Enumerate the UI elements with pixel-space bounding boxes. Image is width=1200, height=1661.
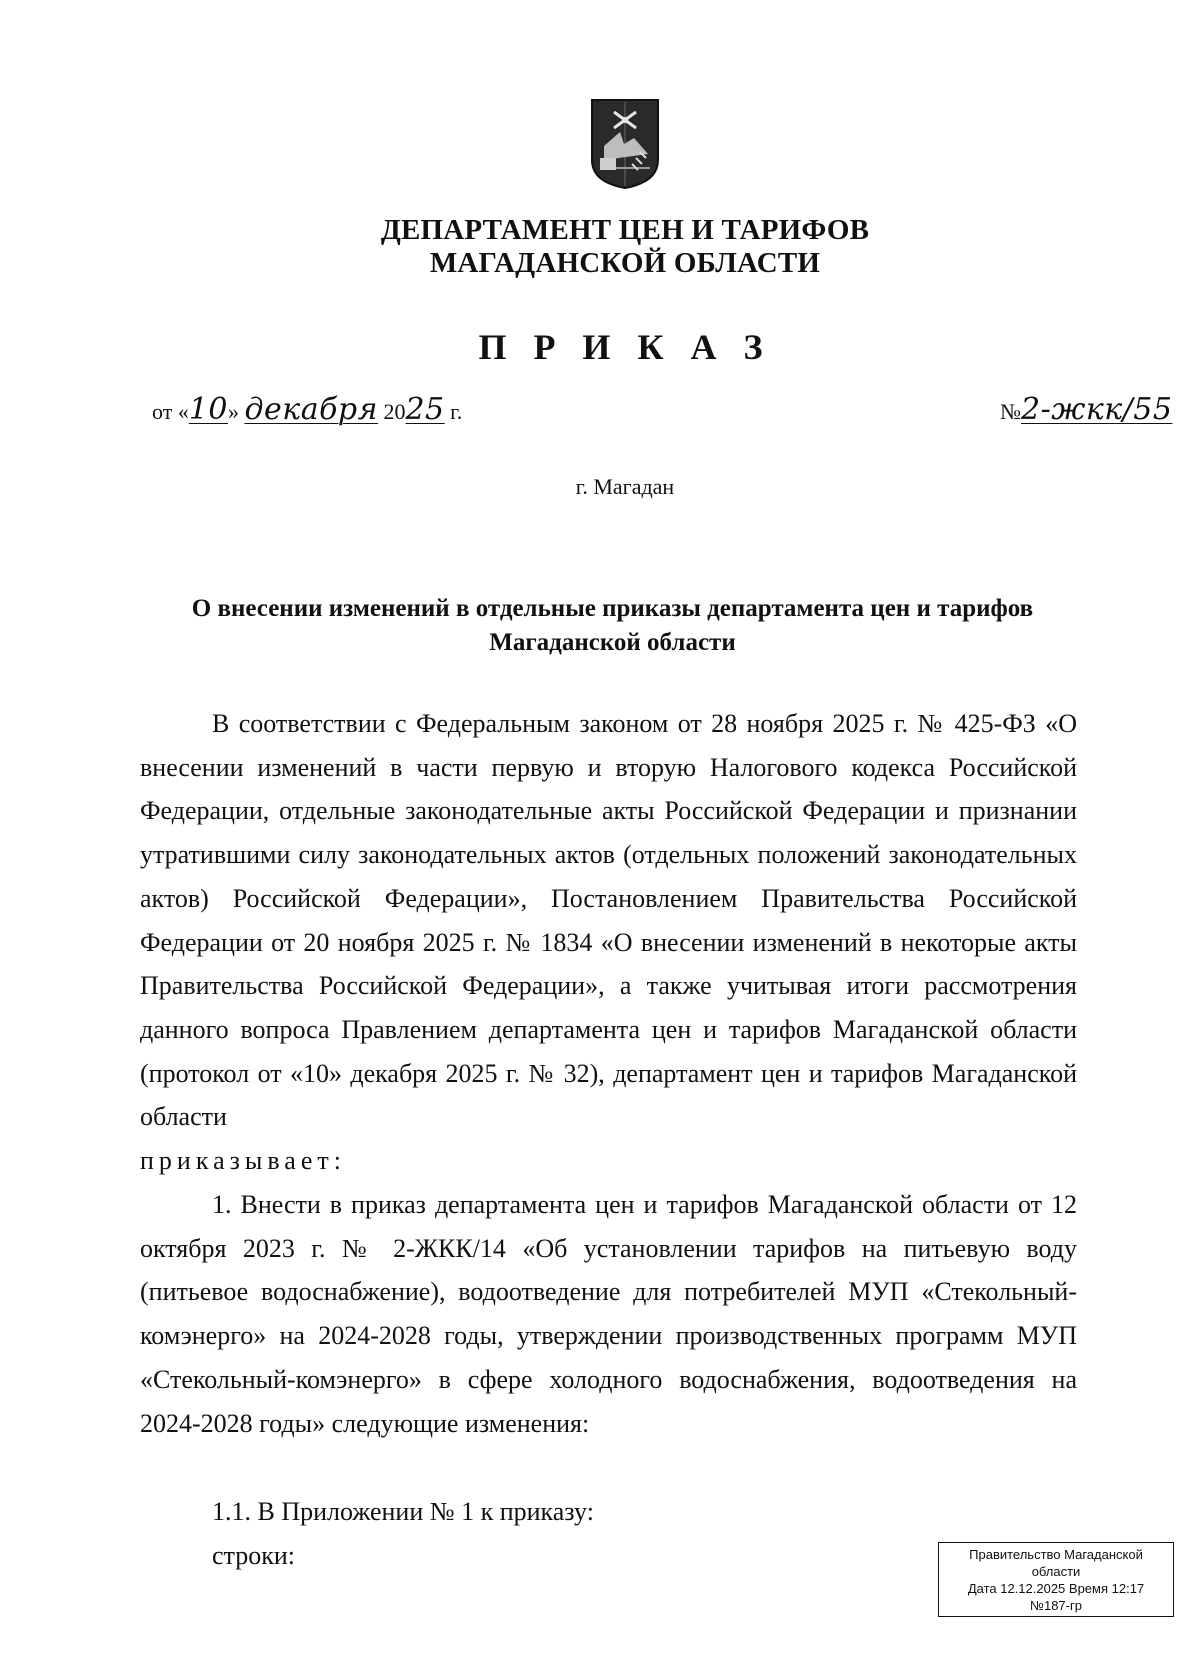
date-day-handwritten: 10 [188, 392, 229, 427]
stamp-line-2: области [1031, 1564, 1081, 1579]
date-year-handwritten: 25 [405, 392, 445, 427]
date-month-handwritten: декабря [244, 392, 378, 427]
number-prefix: № [1000, 399, 1021, 424]
registration-stamp [938, 1542, 1174, 1617]
date-year-prefix: 20 [383, 399, 406, 424]
document-number [1000, 392, 1172, 427]
city-name: г. Магадан [575, 474, 675, 499]
date-suffix: г. [450, 399, 463, 424]
orders-word: приказывает: [140, 1146, 346, 1176]
stamp-line-4: №187-гр [1030, 1598, 1082, 1613]
number-handwritten: 2-жкк/55 [1021, 392, 1173, 427]
document-type-title: П Р И К А З [478, 327, 772, 367]
stamp-line-3: Дата 12.12.2025 Время 12:17 [967, 1581, 1145, 1596]
body-paragraph-item-1: 1. Внести в приказ департамента цен и тарифов Магаданской области от 12 октября 2023 г. № 2-ЖКК/14 «Об установлении тарифов на питьевую воду (питьевое водоснабжение), водоотведение для потребителей МУП «Стекольный-комэнерго» на 2024-2028 годы, утверждении производственных программ МУП «Стекольный-комэнерго» в сфере холодного водоснабжения, водоотведения на 2024-2028 годы» следующие изменения: [140, 1190, 1077, 1438]
body-paragraph-item-1-1: 1.1. В Приложении № 1 к приказу: [212, 1497, 594, 1526]
document-date [152, 392, 462, 427]
date-mid: » [228, 399, 240, 424]
body-paragraph-preamble [140, 702, 1077, 1183]
coat-of-arms-emblem [590, 98, 660, 190]
stamp-line-1: Правительство Магаданской [969, 1547, 1143, 1562]
document-subject: О внесении изменений в отдельные приказы департамента цен и тарифов Магаданской области [191, 595, 1034, 656]
body-paragraph-rows: строки: [212, 1541, 295, 1570]
department-name-line2: МАГАДАНСКОЙ ОБЛАСТИ [429, 247, 821, 279]
department-name-line1: ДЕПАРТАМЕНТ ЦЕН И ТАРИФОВ [380, 214, 870, 246]
date-prefix: от « [152, 399, 189, 424]
preamble-text: В соответствии с Федеральным законом от 28 ноября 2025 г. № 425-ФЗ «О внесении изменений в части первую и вторую Налогового кодекса Российской Федерации, отдельные законодательные акты Российской Федерации и признании утратившими силу законодательных актов (отдельных положений законодательных актов) Российской Федерации», Постановлением Правительства Российской Федерации от 20 ноября 2025 г. № 1834 «О внесении изменений в некоторые акты Правительства Российской Федерации», а также учитывая итоги рассмотрения данного вопроса Правлением департамента цен и тарифов Магаданской области (протокол от «10» декабря 2025 г. № 32), департамент цен и тарифов Магаданской области [140, 709, 1077, 1132]
